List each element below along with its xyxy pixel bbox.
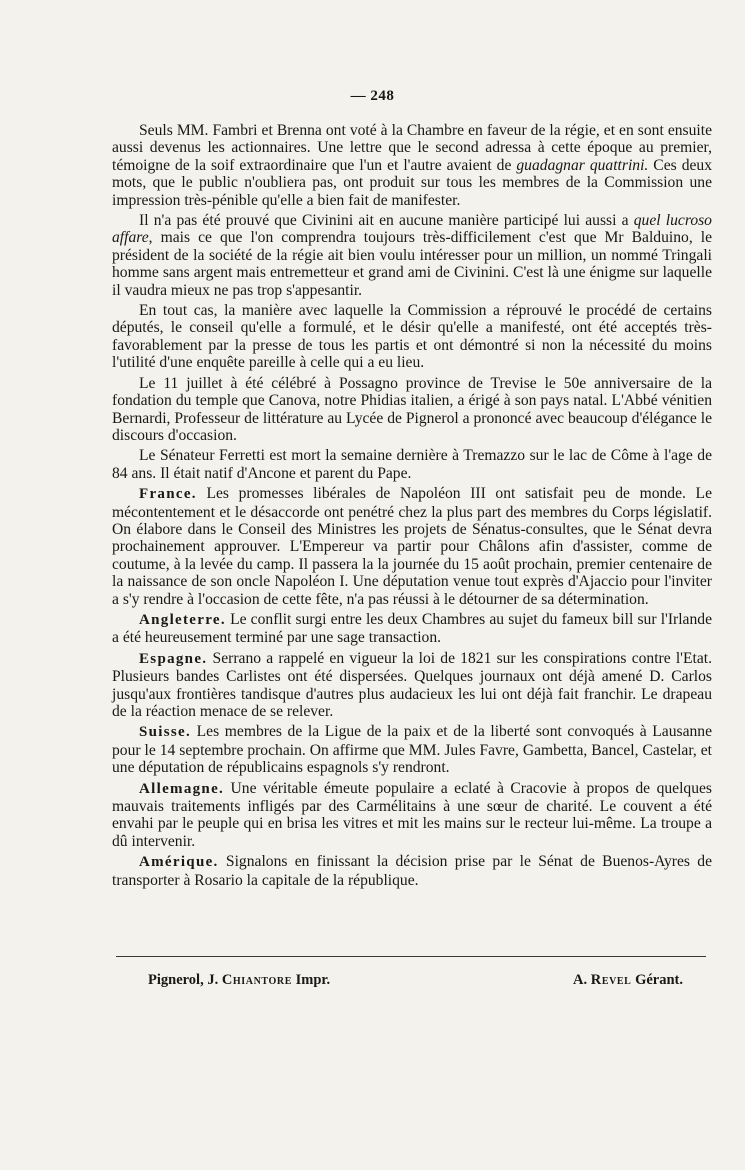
manager-initial: A. <box>573 972 591 988</box>
italic-phrase: quel lucroso affare <box>112 212 712 247</box>
manager-name: Revel <box>590 972 632 988</box>
paragraph <box>112 122 712 209</box>
paragraph-text: Seuls MM. Fambri et Brenna ont voté à la Chambre en faveur de la régie, et en sont ensuite aussi devenus les actionnaires. Une lettre que le second adressa à cette époque au premier, témoigne de la soif extraordinaire que l'un et l'autre avaient de <box>112 122 712 174</box>
manager-title: Gérant. <box>631 972 683 988</box>
news-item-allemagne <box>112 780 712 851</box>
paragraph: Le Sénateur Ferretti est mort la semaine dernière à Tremazzo sur le lac de Côme à l'age de 84 ans. Il était natif d'Ancone et parent du Pape. <box>112 447 712 482</box>
footer-rule <box>116 956 706 957</box>
news-item-suisse <box>112 723 712 776</box>
country-heading: Allemagne. <box>139 780 225 797</box>
paragraph <box>112 212 712 299</box>
news-text: Une véritable émeute populaire a eclaté à Cracovie à propos de quelques mauvais traitements infligés par des Carmélitains à une sœur de charité. Le couvent a été envahi par le peuple qui en brisa les vitres et mit les mains sur le recteur lui-même. La troupe a dû intervenir. <box>112 779 712 850</box>
news-text: Les membres de la Ligue de la paix et de la liberté sont convoqués à Lausanne pour le 14 septembre prochain. On affirme que MM. Jules Favre, Gambetta, Bancel, Castelar, et une députation de républicains espagnols s'y rendront. <box>112 723 712 777</box>
country-heading: Amérique. <box>139 854 219 871</box>
imprint-suffix: Impr. <box>292 972 331 988</box>
paragraph-text: , mais ce que l'on comprendra toujours très-difficilement c'est que Mr Balduino, le président de la société de la régie ait bien voulu intéresser pour un million, un nommé Tringali homme sans argent mais entremetteur et grand ami de Civinini. C'est là une énigme sur laquelle il vaudra mieux ne pas trop s'appesantir. <box>112 229 712 299</box>
paragraph-text: Ces deux mots, que le public n'oubliera pas, ont produit sur tous les membres de la Commission une impression très-pénible qu'elle a bien fait de manifester. <box>112 156 713 209</box>
news-item-angleterre <box>112 611 712 647</box>
news-text: Les promesses libérales de Napoléon III ont satisfait peu de monde. Le mécontentement et le désaccorde ont penétré chez la plus part des membres du Corps législatif. On élabore dans le Conseil des Ministres les projets de Sénatus-consultes, que le Sénat devra prochainement approuver. L'Empereur va partir pour Châlons afin d'assister, comme de coutume, à la levée du camp. Il passera la la journée du 15 août prochain, premier centenaire de la naissance de son oncle Napoléon I. Une députation venue tout exprès d'Ajaccio pour l'inviter a s'y rendre à l'occasion de cette fête, n'a pas réussi à le détourner de sa détermination. <box>112 485 712 608</box>
news-item-amerique <box>112 853 712 889</box>
text-column <box>112 122 712 892</box>
news-text: Signalons en finissant la décision prise par le Sénat de Buenos-Ayres de transporter à Rosario la capitale de la république. <box>112 853 712 889</box>
page-number: — 248 <box>350 88 395 104</box>
paragraph-text: Il n'a pas été prouvé que Civinini ait en aucune manière participé lui aussi a <box>139 212 634 230</box>
paragraph: En tout cas, la manière avec laquelle la Commission a réprouvé le procédé de certains députés, le conseil qu'elle a formulé, et le désir qu'elle a manifesté, ont été acceptés très-favorablement par la presse de tous les partis et ont démontré si non la nécessité du moins l'utilité d'une enquête pareille à celle qui a eu lieu. <box>112 302 712 372</box>
printer-imprint <box>148 972 330 989</box>
manager-signature <box>573 972 683 989</box>
news-text: Le conflit surgi entre les deux Chambres au sujet du fameux bill sur l'Irlande a été heureusement terminé par une sage transaction. <box>112 610 712 647</box>
country-heading: Angleterre. <box>139 611 226 628</box>
paragraph: Le 11 juillet à été célébré à Possagno province de Trevise le 50e anniversaire de la fondation du temple que Canova, notre Phidias italien, a érigé à son pays natal. L'Abbé vénitien Bernardi, Professeur de littérature au Lycée de Pignerol a prononcé avec beaucoup d'élégance le discours d'occasion. <box>112 374 712 444</box>
imprint-place: Pignerol, J. <box>148 972 222 988</box>
news-item-espagne <box>112 650 712 721</box>
country-heading: Suisse. <box>139 724 192 741</box>
news-text: Serrano a rappelé en vigueur la loi de 1821 sur les conspirations contre l'Etat. Plusieurs bandes Carlistes ont été dispersées. Quelques journaux ont déjà amené D. Carlos jusqu'aux frontières tandisque d'autres plus audacieux les lui ont déjà fait franchir. Le drapeau de la réaction menace de se relever. <box>112 649 712 720</box>
italic-phrase: guadagnar quattrini. <box>516 156 649 174</box>
country-heading: Espagne. <box>139 650 208 667</box>
country-heading: France. <box>139 486 197 503</box>
news-item-france <box>112 485 712 608</box>
printer-name: Chiantore <box>221 972 292 988</box>
